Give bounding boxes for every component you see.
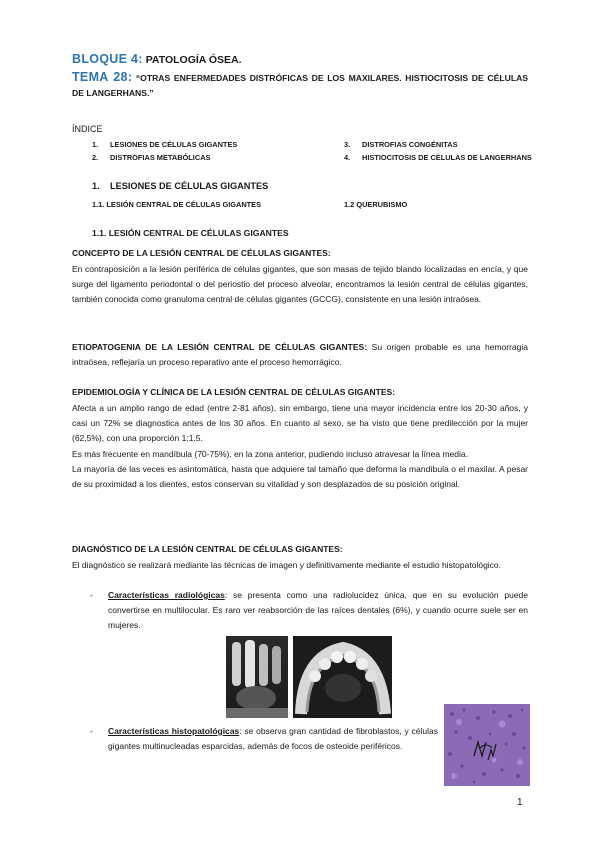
block-title: PATOLOGÍA ÓSEA. [145, 54, 242, 66]
epidemiology-title: EPIDEMIOLOGÍA Y CLÍNICA DE LA LESIÓN CENTRAL DE CÉLULAS GIGANTES: [72, 387, 396, 397]
epidemiology-paragraph: Afecta a un amplio rango de edad (entre 2-81 años), sin embargo, tiene una mayor incidencia entre los 20-30 años, y casi un 72% se diagnostica antes de los 30 años. En cuanto al sexo, se ha visto que tiene predilección por la mujer (62,5%), con una proporción 1:1.5. Es más frecuente en mandíbula (70-75%), en la zona anterior, pudiendo incluso atravesar la línea media. La mayoría de las veces es asintomática, hasta que adquiere tal tamaño que deforma la mandíbula o el maxilar. A pesar de su proximidad a los dientes, estos conservan su vitalidad y son desplazados de su posición original. [72, 403, 528, 490]
index-item: 1. LESIONES DE CÉLULAS GIGANTES [92, 140, 238, 149]
section-heading: 1. LESIONES DE CÉLULAS GIGANTES [92, 181, 269, 191]
subsection-link: 1.2 QUERUBISMO [344, 200, 408, 209]
block-label: BLOQUE 4: [72, 52, 143, 66]
subsection-heading: 1.1. LESIÓN CENTRAL DE CÉLULAS GIGANTES [92, 228, 289, 238]
subsection-link: 1.1. LESIÓN CENTRAL DE CÉLULAS GIGANTES [92, 200, 262, 209]
radiological-bullet: - Características radiológicas: se presenta como una radiolucidez única, que en su evolución puede convertirse en multilocular. Es raro ver reabsorción de las raíces dentales (6%), y cuando ocurre suele ser en mujeres. [90, 590, 528, 631]
histopathological-label: Características histopatológicas [108, 726, 240, 736]
etiopathogenesis-paragraph: ETIOPATOGENIA DE LA LESIÓN CENTRAL DE CÉLULAS GIGANTES: Su origen probable es una hemorragia intraósea, reflejaría un proceso reparativo ante el proceso hemorrágico. [72, 342, 528, 368]
topic-label: TEMA 28: [72, 70, 133, 84]
index-item: 2. DISTROFIAS METABÓLICAS [92, 153, 211, 162]
periapical-radiograph-image [226, 636, 288, 718]
block-heading [72, 52, 242, 66]
topic-title: “OTRAS ENFERMEDADES DISTRÓFICAS DE LOS MAXILARES. HISTIOCITOSIS DE CÉLULAS DE LANGERHANS.” [72, 73, 529, 98]
histopathological-bullet: - Características histopatológicas: se observa gran cantidad de fibroblastos, y células gigantes multinucleadas esparcidas, además de focos de osteoide periféricos. [90, 726, 438, 752]
diagnosis-paragraph: El diagnóstico se realizará mediante las técnicas de imagen y definitivamente mediante el estudio histopatológico. [72, 560, 502, 570]
etiopathogenesis-title: ETIOPATOGENIA DE LA LESIÓN CENTRAL DE CÉLULAS GIGANTES: [72, 342, 368, 352]
diagnosis-title: DIAGNÓSTICO DE LA LESIÓN CENTRAL DE CÉLULAS GIGANTES: [72, 544, 343, 554]
occlusal-radiograph-image [293, 636, 392, 718]
histology-micrograph-image [444, 704, 530, 786]
index-item: 4. HISTIOCITOSIS DE CÉLULAS DE LANGERHANS [344, 153, 532, 162]
index-title: ÍNDICE [72, 124, 103, 134]
concept-paragraph: En contraposición a la lesión periférica de células gigantes, que son masas de tejido blando localizadas en encía, y que surge del ligamento periodontal o del periostio del proceso alveolar, encontramos la lesión central de células gigantes, también conocida como granuloma central de células gigantes (GCCG), consistente en una lesión intraósea. [72, 264, 528, 305]
radiological-label: Características radiológicas [108, 590, 225, 600]
concept-title: CONCEPTO DE LA LESIÓN CENTRAL DE CÉLULAS GIGANTES: [72, 248, 331, 258]
topic-heading [72, 70, 528, 101]
page-number: 1 [517, 797, 523, 808]
index-item: 3. DISTROFIAS CONGÉNITAS [344, 140, 458, 149]
